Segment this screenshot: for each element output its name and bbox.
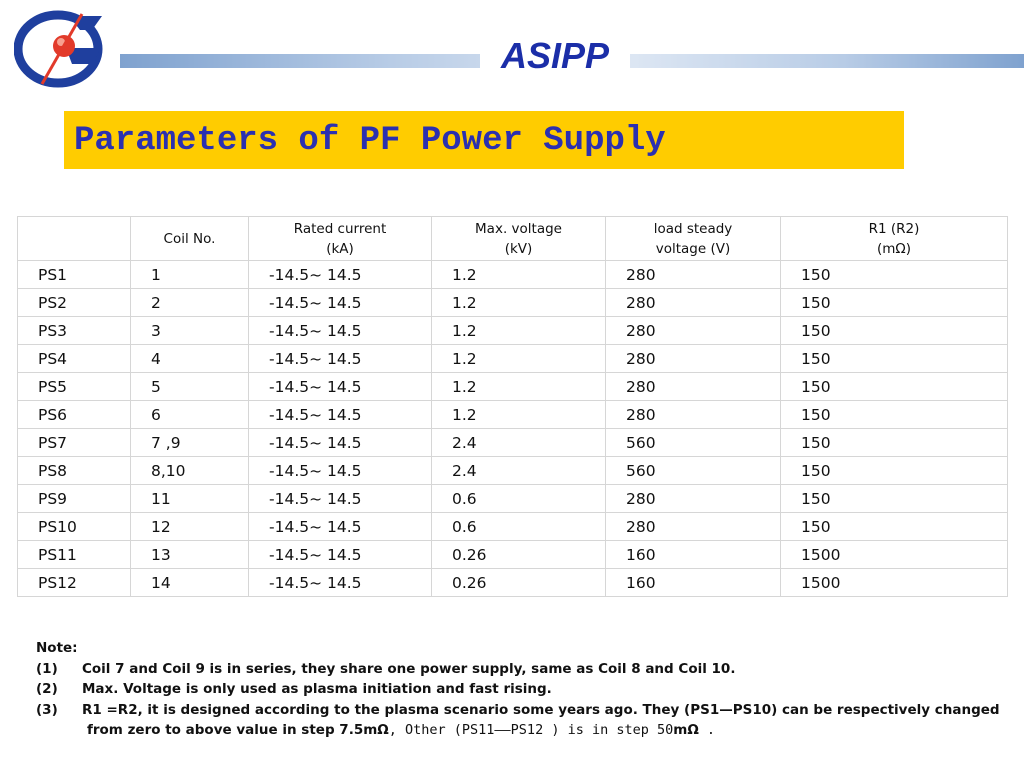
table-cell: -14.5~ 14.5 bbox=[249, 345, 432, 373]
table-cell: 150 bbox=[781, 289, 1008, 317]
header-line-1: Coil No. bbox=[163, 230, 216, 247]
table-row bbox=[18, 373, 1008, 401]
table-cell: 0.26 bbox=[432, 569, 606, 597]
table-row bbox=[18, 429, 1008, 457]
note-number: (3) bbox=[36, 701, 58, 718]
table-cell: 11 bbox=[131, 485, 249, 513]
table-cell: 0.26 bbox=[432, 541, 606, 569]
table-cell: 280 bbox=[606, 513, 781, 541]
note-item bbox=[36, 659, 1000, 680]
table-row bbox=[18, 317, 1008, 345]
note-continuation bbox=[36, 720, 1000, 741]
table-cell: 1 bbox=[131, 261, 249, 289]
table-row bbox=[18, 289, 1008, 317]
table-cell: PS1 bbox=[18, 261, 131, 289]
note-text: Coil 7 and Coil 9 is in series, they share one power supply, same as Coil 8 and Coil 10. bbox=[82, 660, 736, 677]
header-cell bbox=[606, 217, 781, 261]
page-title: Parameters of PF Power Supply bbox=[74, 122, 666, 160]
table-cell: 4 bbox=[131, 345, 249, 373]
table-cell: 160 bbox=[606, 541, 781, 569]
table-cell: 150 bbox=[781, 317, 1008, 345]
header-line-2: (kV) bbox=[504, 240, 533, 257]
table-cell: 1500 bbox=[781, 541, 1008, 569]
table-cell: 13 bbox=[131, 541, 249, 569]
header-cell bbox=[781, 217, 1008, 261]
header-line-1: Max. voltage bbox=[475, 220, 562, 237]
table-cell: 6 bbox=[131, 401, 249, 429]
header-line-2: (mΩ) bbox=[876, 240, 911, 257]
note-continuation-text: from zero to above value in step 7.5mΩ bbox=[87, 722, 389, 738]
table-cell: PS11 bbox=[18, 541, 131, 569]
table-cell: 1.2 bbox=[432, 317, 606, 345]
table-cell: -14.5~ 14.5 bbox=[249, 513, 432, 541]
header-cell bbox=[249, 217, 432, 261]
header-line-1: R1 (R2) bbox=[868, 220, 920, 237]
table-cell: PS6 bbox=[18, 401, 131, 429]
brand-title: ASIPP bbox=[480, 34, 630, 78]
table-header-row bbox=[18, 217, 1008, 261]
table-cell: 2 bbox=[131, 289, 249, 317]
header-cell bbox=[18, 217, 131, 261]
note-continuation-mono: , Other (PS11——PS12 ) is in step 50 bbox=[388, 722, 674, 738]
table-cell: 150 bbox=[781, 513, 1008, 541]
table-cell: PS12 bbox=[18, 569, 131, 597]
table-cell: -14.5~ 14.5 bbox=[249, 429, 432, 457]
header-line-2: (kA) bbox=[326, 240, 354, 257]
notes-section bbox=[36, 638, 1000, 741]
table-cell: 1.2 bbox=[432, 289, 606, 317]
table-cell: PS9 bbox=[18, 485, 131, 513]
table-cell: 12 bbox=[131, 513, 249, 541]
note-continuation-unit: mΩ bbox=[673, 722, 699, 738]
table-row bbox=[18, 457, 1008, 485]
header-line-2: voltage (V) bbox=[655, 240, 731, 257]
table-cell: 0.6 bbox=[432, 485, 606, 513]
table-cell: 280 bbox=[606, 401, 781, 429]
table-row bbox=[18, 541, 1008, 569]
table-cell: 150 bbox=[781, 457, 1008, 485]
header-line-1: Rated current bbox=[293, 220, 387, 237]
header-cell bbox=[432, 217, 606, 261]
table-cell: 1.2 bbox=[432, 345, 606, 373]
asipp-logo-icon bbox=[14, 8, 110, 88]
table-cell: PS8 bbox=[18, 457, 131, 485]
table-cell: PS7 bbox=[18, 429, 131, 457]
note-number: (1) bbox=[36, 660, 58, 677]
table-cell: -14.5~ 14.5 bbox=[249, 485, 432, 513]
table-cell: 280 bbox=[606, 289, 781, 317]
table-cell: 14 bbox=[131, 569, 249, 597]
table-cell: 150 bbox=[781, 485, 1008, 513]
note-item bbox=[36, 700, 1000, 721]
table-cell: 1.2 bbox=[432, 401, 606, 429]
table-row bbox=[18, 513, 1008, 541]
table-cell: 150 bbox=[781, 261, 1008, 289]
table-cell: 280 bbox=[606, 317, 781, 345]
table-cell: 1.2 bbox=[432, 373, 606, 401]
table-cell: 5 bbox=[131, 373, 249, 401]
table-cell: 280 bbox=[606, 261, 781, 289]
note-number: (2) bbox=[36, 681, 58, 697]
table-cell: 160 bbox=[606, 569, 781, 597]
note-text: Max. Voltage is only used as plasma initiation and fast rising. bbox=[82, 681, 552, 697]
table-cell: 1500 bbox=[781, 569, 1008, 597]
table-row bbox=[18, 401, 1008, 429]
table-cell: 2.4 bbox=[432, 429, 606, 457]
table-cell: PS5 bbox=[18, 373, 131, 401]
table-cell: -14.5~ 14.5 bbox=[249, 289, 432, 317]
header-cell bbox=[131, 217, 249, 261]
title-banner bbox=[64, 111, 904, 169]
table-cell: 150 bbox=[781, 401, 1008, 429]
table-cell: 8,10 bbox=[131, 457, 249, 485]
table-cell: PS10 bbox=[18, 513, 131, 541]
table-cell: -14.5~ 14.5 bbox=[249, 261, 432, 289]
table-cell: 0.6 bbox=[432, 513, 606, 541]
table-cell: 150 bbox=[781, 429, 1008, 457]
table-cell: 7 ,9 bbox=[131, 429, 249, 457]
notes-heading: Note: bbox=[36, 640, 78, 656]
table-row bbox=[18, 345, 1008, 373]
table-cell: 1.2 bbox=[432, 261, 606, 289]
table-cell: -14.5~ 14.5 bbox=[249, 569, 432, 597]
table-row bbox=[18, 569, 1008, 597]
table-cell: 560 bbox=[606, 457, 781, 485]
header-line-1: load steady bbox=[653, 220, 733, 237]
table-cell: PS3 bbox=[18, 317, 131, 345]
table-cell: -14.5~ 14.5 bbox=[249, 457, 432, 485]
note-item bbox=[36, 679, 1000, 700]
table-row bbox=[18, 485, 1008, 513]
table-cell: 280 bbox=[606, 373, 781, 401]
table-cell: 150 bbox=[781, 345, 1008, 373]
table-cell: PS2 bbox=[18, 289, 131, 317]
table-cell: -14.5~ 14.5 bbox=[249, 401, 432, 429]
table-cell: PS4 bbox=[18, 345, 131, 373]
table-cell: 3 bbox=[131, 317, 249, 345]
parameters-table bbox=[17, 216, 1008, 597]
table-cell: -14.5~ 14.5 bbox=[249, 373, 432, 401]
table-cell: -14.5~ 14.5 bbox=[249, 317, 432, 345]
table-cell: -14.5~ 14.5 bbox=[249, 541, 432, 569]
note-continuation-end: . bbox=[698, 722, 716, 738]
note-text: R1 =R2, it is designed according to the plasma scenario some years ago. They (PS1—PS10) can be respectively changed bbox=[82, 701, 1000, 718]
table-cell: 560 bbox=[606, 429, 781, 457]
table-cell: 2.4 bbox=[432, 457, 606, 485]
table-row bbox=[18, 261, 1008, 289]
table-cell: 150 bbox=[781, 373, 1008, 401]
table-cell: 280 bbox=[606, 485, 781, 513]
table-cell: 280 bbox=[606, 345, 781, 373]
